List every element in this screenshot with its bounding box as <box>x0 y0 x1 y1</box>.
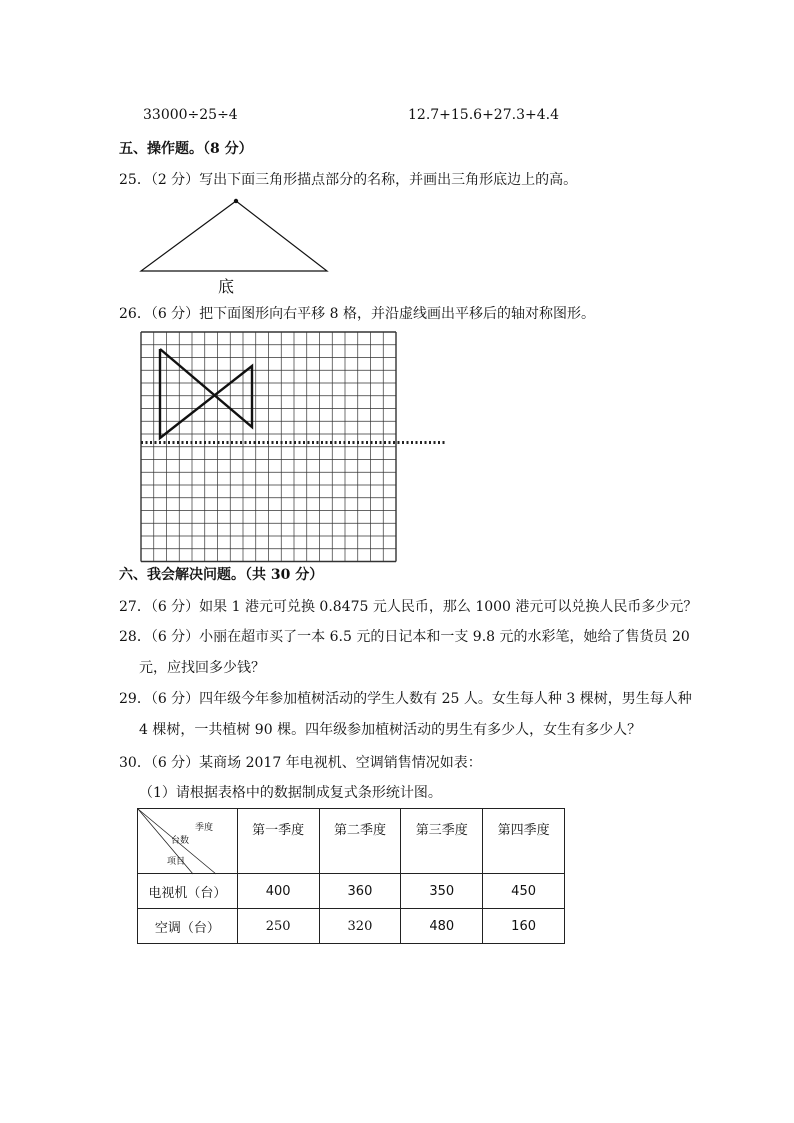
question-25: 25．（2 分）写出下面三角形描点部分的名称，并画出三角形底边上的高。 <box>119 172 578 188</box>
corner-label-item: 项目 <box>167 857 186 867</box>
row-label-tv: 电视机（台） <box>138 874 238 909</box>
section-6-title: 六、我会解决问题。（共 30 分） <box>119 567 324 583</box>
section-5-title: 五、操作题。（8 分） <box>119 141 253 157</box>
header-q1: 第一季度 <box>237 809 319 874</box>
calc-expression-1: 33000÷25÷4 <box>143 107 238 123</box>
question-29-line-2: 4 棵树，一共植树 90 棵。四年级参加植树活动的男生有多少人，女生有多少人？ <box>139 722 642 738</box>
ac-q4-value: 160 <box>483 909 565 944</box>
question-27: 27．（6 分）如果 1 港元可兑换 0.8475 元人民币，那么 1000 港元可以兑换人民币多少元？ <box>119 599 698 615</box>
bowtie-shape <box>160 349 252 438</box>
row-label-ac: 空调（台） <box>138 909 238 944</box>
tv-q4-value: 450 <box>483 874 565 909</box>
table-header-row <box>138 809 565 874</box>
question-26: 26．（6 分）把下面图形向右平移 8 格，并沿虚线画出平移后的轴对称图形。 <box>119 306 595 322</box>
question-30-sub-1: （1）请根据表格中的数据制成复式条形统计图。 <box>139 785 442 801</box>
sales-table <box>137 808 565 944</box>
tv-q1-value: 400 <box>237 874 319 909</box>
question-30: 30．（6 分）某商场 2017 年电视机、空调销售情况如表： <box>119 755 482 771</box>
base-label: 底 <box>218 277 235 296</box>
tv-q3-value: 350 <box>401 874 483 909</box>
ac-q2-value: 320 <box>319 909 401 944</box>
question-28-line-1: 28．（6 分）小丽在超市买了一本 6.5 元的日记本和一支 9.8 元的水彩笔，她给了售货员 20 <box>119 629 690 645</box>
calc-expression-2: 12.7+15.6+27.3+4.4 <box>408 107 559 123</box>
header-q4: 第四季度 <box>483 809 565 874</box>
ac-q1-value: 250 <box>237 909 319 944</box>
ac-q3-value: 480 <box>401 909 483 944</box>
table-row <box>138 874 565 909</box>
corner-cell <box>138 809 238 874</box>
corner-label-season: 季度 <box>195 823 214 833</box>
question-28-line-2: 元，应找回多少钱？ <box>139 660 265 676</box>
corner-label-count: 台数 <box>171 836 190 846</box>
tv-q2-value: 360 <box>319 874 401 909</box>
question-29-line-1: 29．（6 分）四年级今年参加植树活动的学生人数有 25 人。女生每人种 3 棵树，男生每人种 <box>119 691 692 707</box>
header-q2: 第二季度 <box>319 809 401 874</box>
header-q3: 第三季度 <box>401 809 483 874</box>
table-row <box>138 909 565 944</box>
